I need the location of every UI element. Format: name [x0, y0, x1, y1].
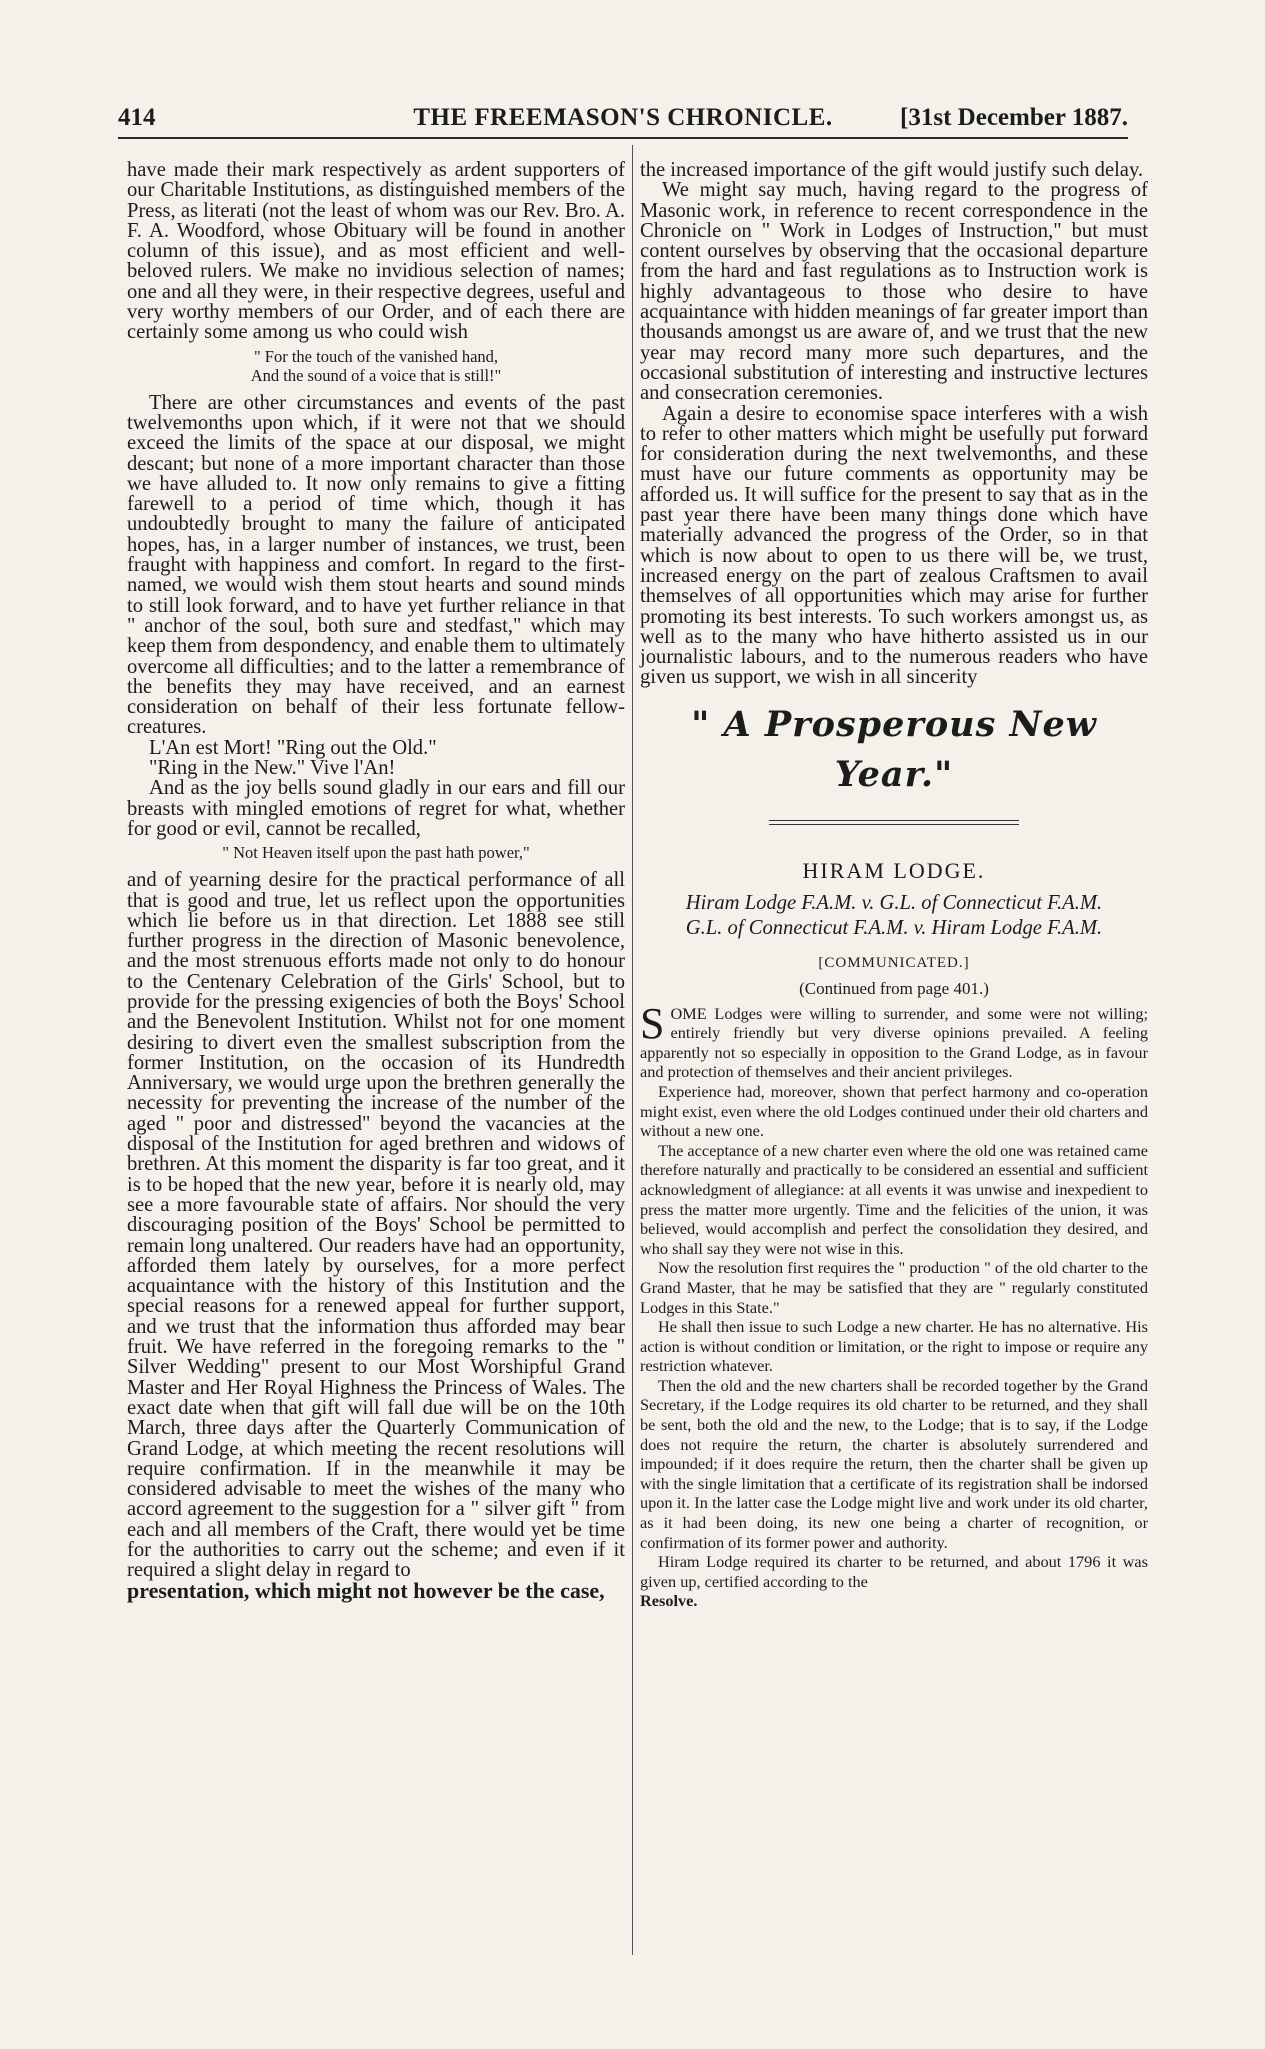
page-number: 414	[118, 104, 156, 131]
article-body	[640, 998, 1148, 1611]
paragraph: The acceptance of a new charter even where the old one was retained came therefore naturally and practically to be considered an essential and sufficient acknowledgment of allegiance: at all events it was unwise and inexpedient to press the matter more urgently. Time and the felicities of the union, it was believed, would accomplish and perfect the consolidation they desired, and who shall say they were not wise in this.	[640, 1140, 1148, 1258]
paragraph-text: OME Lodges were willing to surrender, and some were not willing; entirely friendly but very diverse opinions prevailed. A feeling apparently not so especially in opposition to the Grand Lodge, as in favour and protection of themselves and their ancient privileges.	[640, 1003, 1148, 1082]
paragraph: have made their mark respectively as ardent supporters of our Charitable Institutions, as distinguished members of the Press, as literati (not the least of whom was our Rev. Bro. A. F. A. Woodford, whose Obituary will be found in another column of this issue), and as most efficient and well-beloved rulers. We make no invidious selection of names; one and all they were, in their respective degrees, useful and very worthy members of our Order, and of each there are certainly some among us who could wish	[127, 159, 625, 344]
paragraph: Then the old and the new charters shall be recorded together by the Grand Secretary, if the Lodge requires its old charter to be returned, and they shall be sent, both the old and the new, to the Lodge; that is to say, if the Lodge does not require the return, the charter is absolutely surrendered and impounded; if it does require the return, then the charter shall be given up with the single limitation that a certificate of its registration shall be indorsed upon it. In the latter case the Lodge might live and work under its old charter, as it had been doing, its new one being a charter of recognition, or confirmation of its former power and authority.	[640, 1375, 1148, 1552]
section-subtitle	[640, 891, 1148, 941]
verse-quote: " Not Heaven itself upon the past hath power,"	[222, 843, 530, 863]
paragraph-line: L'An est Mort! "Ring out the Old."	[149, 736, 437, 759]
verse-quote	[127, 347, 625, 385]
paragraph: Hiram Lodge required its charter to be returned, and about 1796 it was given up, certified according to the	[640, 1552, 1148, 1591]
paragraph: the increased importance of the gift would justify such delay.	[640, 159, 1144, 181]
right-column	[640, 160, 1148, 1611]
paragraph-line: "Ring in the New." Vive l'An!	[149, 757, 396, 780]
paragraph	[640, 998, 1148, 1082]
paragraph: Again a desire to economise space interferes with a wish to refer to other matters which might be usefully put forward for consideration during the next twelvemonths, and these must have our future comments as opportunity may be afforded us. It will suffice for the present to say that as in the past year there have been many things done which have materially advanced the progress of the Order, so in that which is now about to open to us there will be, we trust, increased energy on the part of zealous Craftsmen to avail themselves of all opportunities which may arise for further promoting its best interests. To such workers amongst us, as well as to the many who have hitherto assisted us in our journalistic labours, and to the numerous readers who have given us support, we wish in all sincerity	[640, 402, 1148, 689]
section-divider	[769, 820, 1019, 825]
new-year-greeting: " A Prosperous New Year."	[691, 703, 1097, 795]
paragraph: Experience had, moreover, shown that perfect harmony and co-operation might exist, even where the old Lodges continued under their old charters and without a new one.	[640, 1081, 1148, 1141]
left-column	[127, 160, 625, 1601]
paragraph: There are other circumstances and events of the past twelvemonths upon which, if it were not that we should exceed the limits of the space at our disposal, we might descant; but none of a more important character than those we have alluded to. It now only remains to give a fitting farewell to a period of time which, though it has undoubtedly brought to many the failure of anticipated hopes, has, in a larger number of instances, we trust, been fraught with happiness and comfort. In regard to the first-named, we would wish them stout hearts and sound minds to still look forward, and to have yet further reliance in that " anchor of the soul, both sure and stedfast," which may keep them from despondency, and enable them to ultimately overcome all difficulties; and to the latter a remembrance of the benefits they may have received, and an earnest consideration on behalf of their less fortunate fellow-creatures.	[127, 391, 625, 739]
subtitle-line: Hiram Lodge F.A.M. v. G.L. of Connecticut F.A.M.	[685, 892, 1103, 915]
header-rule	[118, 137, 1128, 139]
masthead	[118, 104, 1128, 134]
paragraph: Now the resolution first requires the " production " of the old charter to the Grand Master, that he may be satisfied that they are " regularly constituted Lodges in this State."	[640, 1258, 1148, 1317]
quote-line: And the sound of a voice that is still!"	[250, 365, 502, 385]
issue-date: [31st December 1887.	[900, 104, 1128, 131]
section-heading: HIRAM LODGE.	[802, 857, 986, 883]
quote-line: " For the touch of the vanished hand,	[253, 346, 499, 366]
paragraph-line: presentation, which might not however be the case,	[127, 1577, 605, 1603]
continued-note: (Continued from page 401.)	[799, 979, 989, 999]
paragraph: and of yearning desire for the practical performance of all that is good and true, let us reflect upon the opportunities which lie before us in that direction. Let 1888 see still further progress in the direction of Masonic benevolence, and the most strenuous efforts made not only to do honour to the Centenary Celebration of the Girls' School, but to provide for the pressing exigencies of both the Boys' School and the Benevolent Institution. Whilst not for one moment desiring to divert even the smallest subscription from the former Institution, on the occasion of its Hundredth Anniversary, we would urge upon the brethren generally the necessity for preventing the increase of the number of the aged " poor and distressed" beyond the vacancies at the disposal of the Institution for aged brethren and widows of brethren. At this moment the disparity is far too great, and it is to be hoped that the new year, before it is nearly old, may see a more favourable state of affairs. Nor should the very discouraging position of the Boys' School be permitted to remain long unaltered. Our readers have had an opportunity, afforded them lately by ourselves, for a more perfect acquaintance with the history of this Institution and the special reasons for a renewed appeal for further support, and we trust that the information thus afforded may bear fruit. We have referred in the foregoing remarks to the " Silver Wedding" present to our Most Worshipful Grand Master and Her Royal Highness the Princess of Wales. The exact date when that gift will fall due will be on the 10th March, three days after the Quarterly Communication of Grand Lodge, at which meeting the recent resolutions will require confirmation. If in the meanwhile it may be considered advisable to meet the wishes of the many who accord agreement to the suggestion for a " silver gift " from each and all members of the Craft, there would yet be time for the authorities to carry out the scheme; and even if it required a slight delay in regard to	[127, 869, 625, 1582]
paragraph-line: Resolve.	[640, 1591, 698, 1611]
publication-title: THE FREEMASON'S CHRONICLE.	[413, 104, 833, 131]
paragraph: He shall then issue to such Lodge a new charter. He has no alternative. His action is without condition or limitation, or the right to impose or require any restriction whatever.	[640, 1317, 1148, 1376]
communicated-label: [COMMUNICATED.]	[818, 955, 970, 972]
subtitle-line: G.L. of Connecticut F.A.M. v. Hiram Lodge F.A.M.	[685, 917, 1103, 940]
paragraph: And as the joy bells sound gladly in our ears and fill our breasts with mingled emotions of regret for what, whether for good or evil, cannot be recalled,	[127, 777, 625, 840]
drop-cap: S	[640, 998, 665, 1048]
paragraph: We might say much, having regard to the progress of Masonic work, in reference to recent correspondence in the Chronicle on " Work in Lodges of Instruction," but must content ourselves by observing that the occasional departure from the hard and fast regulations as to Instruction work is highly advantageous to those who desire to have acquaintance with hidden meanings of far greater import than thousands amongst us are aware of, and we trust that the new year may record many more such departures, and the occasional substitution of interesting and instructive lectures and consecration ceremonies.	[640, 179, 1148, 405]
column-divider	[632, 145, 633, 1955]
